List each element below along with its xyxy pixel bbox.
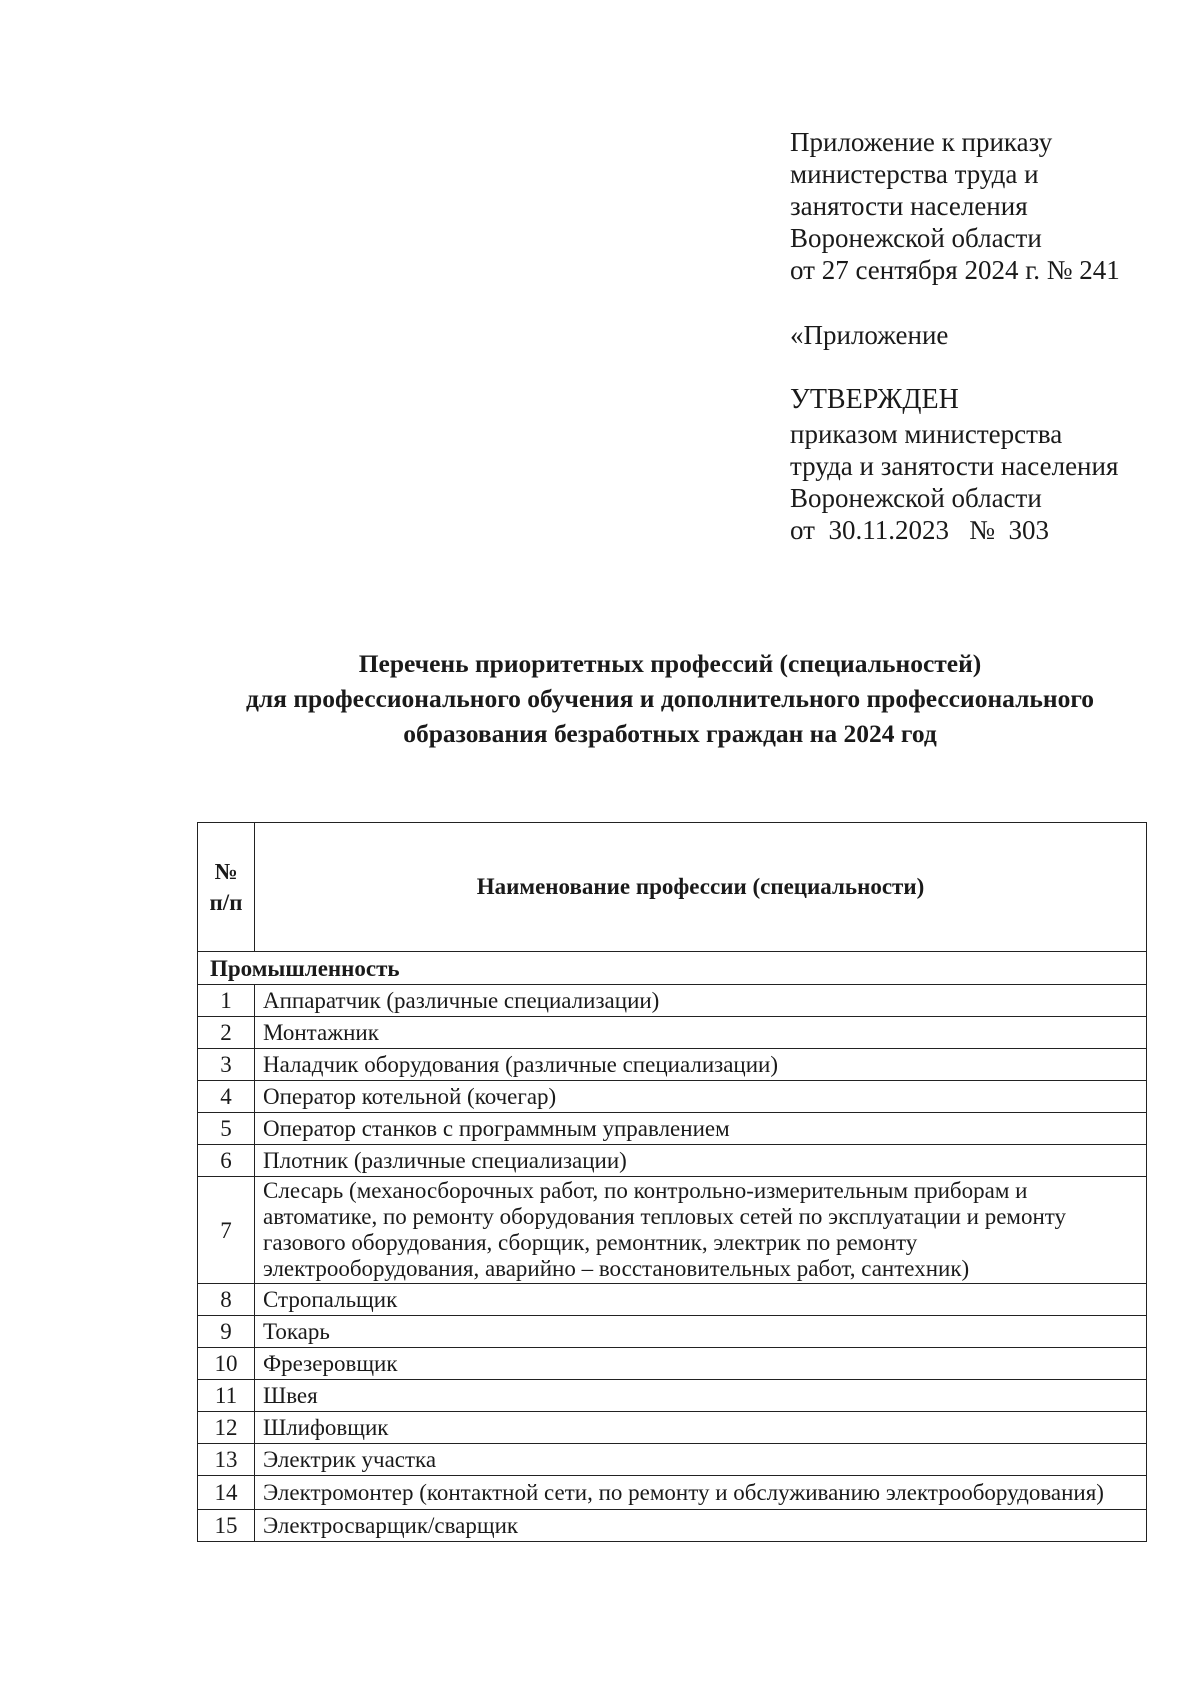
row-num: 3	[198, 1049, 255, 1081]
title-line: для профессионального обучения и дополнительного профессионального	[245, 684, 1095, 713]
table-row	[198, 1145, 1147, 1177]
row-name: Фрезеровщик	[255, 1348, 1147, 1380]
table-row	[198, 1348, 1147, 1380]
row-num: 4	[198, 1081, 255, 1113]
appendix-order-date: от 27 сентября 2024 г. № 241	[790, 255, 1120, 285]
approved-order-date: от 30.11.2023 № 303	[790, 515, 1049, 545]
appendix-line: министерства труда и	[790, 159, 1039, 189]
row-name: Шлифовщик	[255, 1412, 1147, 1444]
title-line: образования безработных граждан на 2024 год	[403, 719, 937, 748]
row-name: Электрик участка	[255, 1444, 1147, 1476]
table-row	[198, 1049, 1147, 1081]
table-row	[198, 1177, 1147, 1284]
row-name: Стропальщик	[255, 1284, 1147, 1316]
row-name: Электросварщик/сварщик	[255, 1510, 1147, 1542]
row-num: 2	[198, 1017, 255, 1049]
row-num: 14	[198, 1476, 255, 1510]
appendix-line: Приложение к приказу	[790, 127, 1053, 157]
row-name: Плотник (различные специализации)	[255, 1145, 1147, 1177]
row-name: Токарь	[255, 1316, 1147, 1348]
row-num: 6	[198, 1145, 255, 1177]
row-name: Монтажник	[255, 1017, 1147, 1049]
table-header-row	[198, 823, 1147, 952]
row-name: Наладчик оборудования (различные специализации)	[255, 1049, 1147, 1081]
table-row	[198, 1510, 1147, 1542]
row-num: 7	[198, 1177, 255, 1284]
table-row	[198, 1113, 1147, 1145]
professions-table	[197, 822, 1147, 1542]
approved-title: УТВЕРЖДЕН	[790, 384, 959, 415]
row-num: 11	[198, 1380, 255, 1412]
table-row	[198, 1380, 1147, 1412]
row-num: 8	[198, 1284, 255, 1316]
row-name: Электромонтер (контактной сети, по ремонту и обслуживанию электрооборудования)	[255, 1476, 1147, 1510]
header-num: № п/п	[198, 823, 255, 952]
row-num: 1	[198, 985, 255, 1017]
page-title	[120, 646, 1200, 751]
row-num: 10	[198, 1348, 255, 1380]
row-name: Оператор котельной (кочегар)	[255, 1081, 1147, 1113]
title-line: Перечень приоритетных профессий (специальностей)	[358, 649, 982, 678]
quote-appendix: «Приложение	[790, 320, 949, 350]
row-name: Швея	[255, 1380, 1147, 1412]
section-label: Промышленность	[198, 952, 1147, 985]
table-row	[198, 1476, 1147, 1510]
row-name: Слесарь (механосборочных работ, по контрольно-измерительным приборам и автоматике, по ремонту оборудования тепловых сетей по эксплуатации и ремонту газового оборудования, сборщик, ремонтник, электрик по ремонту электрооборудования, аварийно – восстановительных работ, сантехник)	[255, 1177, 1147, 1284]
table-row	[198, 1316, 1147, 1348]
approved-line: труда и занятости населения	[790, 451, 1119, 481]
table-row	[198, 1284, 1147, 1316]
approved-line: приказом министерства	[790, 419, 1063, 449]
table-row	[198, 1412, 1147, 1444]
table-row	[198, 1017, 1147, 1049]
approved-line: Воронежской области	[790, 483, 1042, 513]
row-num: 15	[198, 1510, 255, 1542]
row-num: 5	[198, 1113, 255, 1145]
row-name: Аппаратчик (различные специализации)	[255, 985, 1147, 1017]
appendix-line: Воронежской области	[790, 223, 1042, 253]
table-row	[198, 1081, 1147, 1113]
table-row	[198, 1444, 1147, 1476]
row-name: Оператор станков с программным управлением	[255, 1113, 1147, 1145]
row-num: 13	[198, 1444, 255, 1476]
section-row	[198, 952, 1147, 985]
row-num: 9	[198, 1316, 255, 1348]
table-row	[198, 985, 1147, 1017]
appendix-header	[790, 126, 1120, 546]
header-name: Наименование профессии (специальности)	[255, 823, 1147, 952]
row-num: 12	[198, 1412, 255, 1444]
appendix-line: занятости населения	[790, 191, 1028, 221]
